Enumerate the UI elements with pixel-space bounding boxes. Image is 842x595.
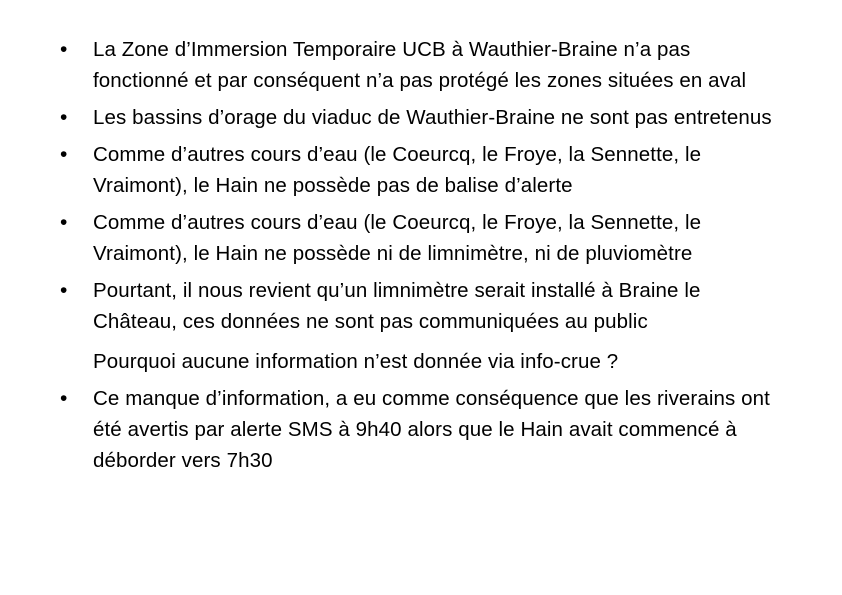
list-item-text-main: Pourtant, il nous revient qu’un limnimètre serait installé à Braine le Château, ces données ne sont pas communiquées au public: [93, 279, 701, 333]
bullet-point-icon: •: [60, 106, 68, 129]
bullet-list: [60, 34, 782, 476]
list-item-text: [93, 275, 782, 377]
list-item-text: Ce manque d’information, a eu comme conséquence que les riverains ont été avertis par alerte SMS à 9h40 alors que le Hain avait commencé à déborder vers 7h30: [93, 387, 770, 472]
list-item-text: Comme d’autres cours d’eau (le Coeurcq, le Froye, la Sennette, le Vraimont), le Hain ne possède pas de balise d’alerte: [93, 143, 702, 197]
list-item-text: Les bassins d’orage du viaduc de Wauthier-Braine ne sont pas entretenus: [93, 106, 772, 129]
list-item-text-continued: Pourquoi aucune information n’est donnée via info-crue ?: [93, 350, 619, 373]
bullet-point-icon: •: [60, 211, 68, 234]
list-item: [60, 139, 782, 201]
bullet-point-icon: •: [60, 387, 68, 410]
list-item: [60, 207, 782, 269]
list-item-text: La Zone d’Immersion Temporaire UCB à Wauthier-Braine n’a pas fonctionné et par conséquent n’a pas protégé les zones situées en aval: [93, 38, 747, 92]
list-item: [60, 383, 782, 476]
bullet-point-icon: •: [60, 38, 68, 61]
list-item: [60, 34, 782, 96]
bullet-point-icon: •: [60, 143, 68, 166]
bullet-point-icon: •: [60, 279, 68, 302]
list-item-text: Comme d’autres cours d’eau (le Coeurcq, le Froye, la Sennette, le Vraimont), le Hain ne possède ni de limnimètre, ni de pluviomètre: [93, 211, 702, 265]
list-item: [60, 275, 782, 377]
list-item: [60, 102, 782, 133]
